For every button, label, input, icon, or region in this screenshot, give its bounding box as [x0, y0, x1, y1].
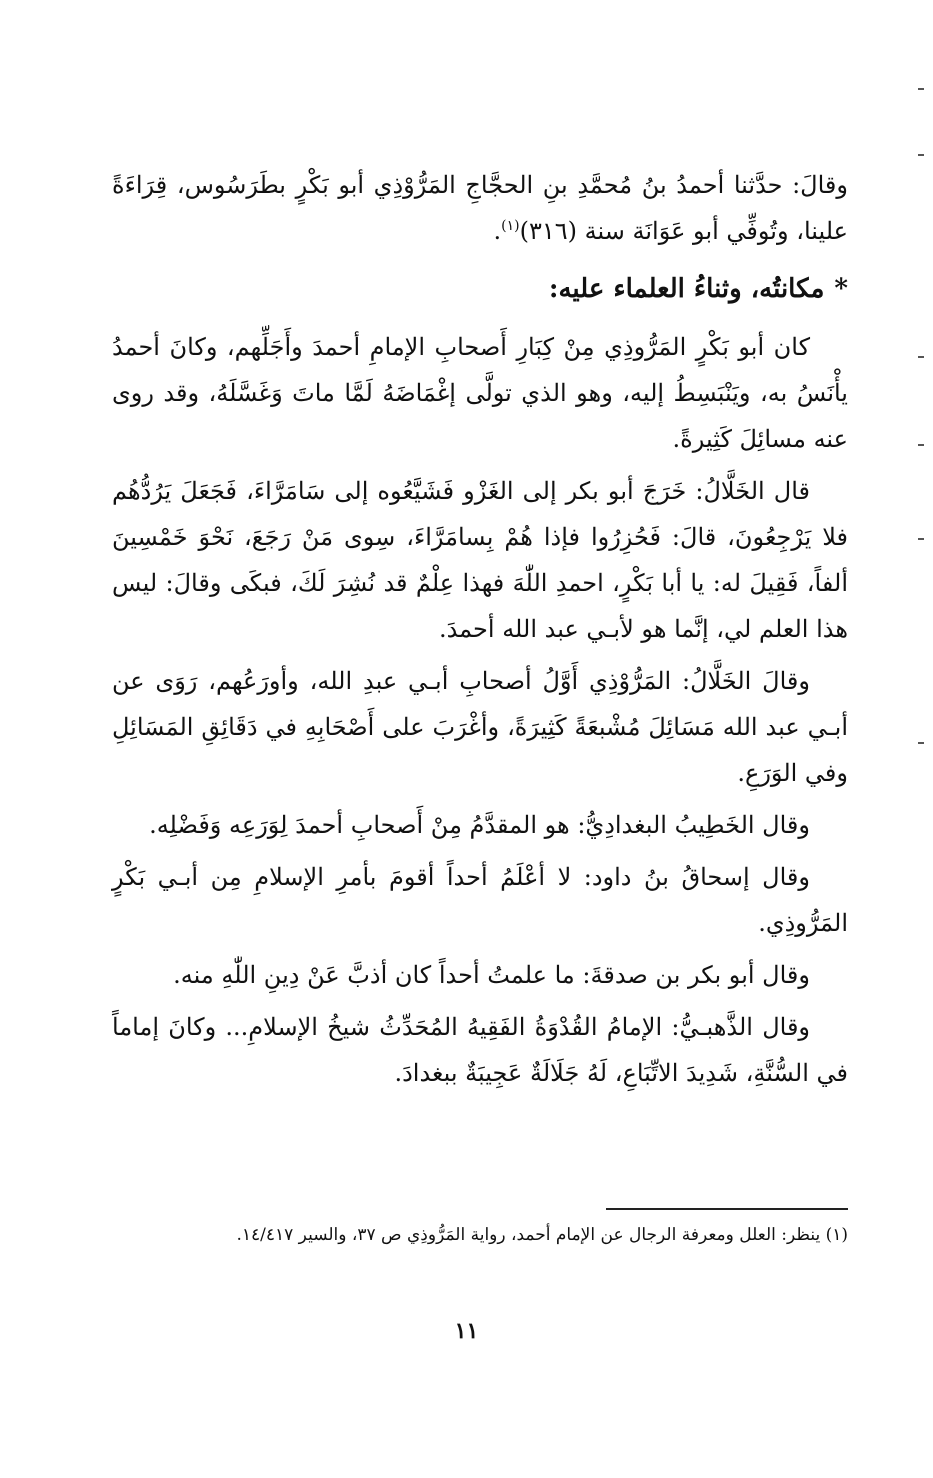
paragraph: كان أبو بَكْرٍ المَرُّوذِي مِنْ كِبَارِ أَصحابِ الإمامِ أحمدَ وأَجَلِّهم، وكانَ أحمدُ يأْنَسُ به، ويَنْبَسِطُ إليه، وهو الذي تولَّى إغْمَاضَهُ لَمَّا ماتَ وَغَسَّلَهُ، وقد روى عنه مسائِلَ كَثِيرةً.	[112, 333, 848, 453]
paragraph: وقال أبو بكر بن صدقةَ: ما علمتُ أحداً كان أذبَّ عَنْ دِينِ اللّٰهِ منه.	[173, 961, 810, 989]
margin-mark	[918, 444, 924, 446]
footnote-divider	[606, 1208, 848, 1210]
star-icon: *	[834, 274, 848, 304]
paragraph: قال الخَلَّالُ: خَرَجَ أبو بكر إلى الغَزْو فَشَيَّعُوه إلى سَامَرَّاءَ، فَجَعَلَ يَرُدُّهُم فلا يَرْجِعُونَ، قالَ: فَحُزِرُوا فإذا هُمْ بِسامَرَّاءَ، سِوى مَنْ رَجَعَ، نَحْوَ خَمْسِينَ ألفاً، فَقِيلَ له: يا أبا بَكْرٍ، احمدِ اللّٰهَ فهذا عِلْمٌ قد نُشِرَ لَكَ، فبكَى وقالَ: ليس هذا العلم لي، إنَّما هو لأبـي عبد الله أحمدَ.	[112, 477, 848, 643]
footnote-reference: (١)	[501, 218, 520, 234]
section-heading-text: مكانتُه، وثناءُ العلماء عليه:	[548, 274, 825, 304]
opening-text: وقالَ: حدَّثنا أحمدُ بنُ مُحمَّدِ بنِ الحجَّاجِ المَرُّوْذِي أبو بَكْرٍ بطَرَسُوس، قِرَاءَةً علينا، وتُوفِّي أبو عَوَانَة سنة (٣١٦)	[112, 171, 848, 245]
paragraph: وقال الذَّهبـيُّ: الإمامُ القُدْوَةُ الفَقِيهُ المُحَدِّثُ شيخُ الإسلامِ... وكانَ إماماً في السُّنَّةِ، شَدِيدَ الاتِّبَاعِ، لَهُ جَلَالَةٌ عَجِيبَةٌ ببغدادَ.	[112, 1013, 848, 1087]
opening-paragraph	[112, 162, 848, 254]
page-body	[112, 162, 848, 1102]
section-heading	[112, 266, 848, 312]
paragraph: وقالَ الخَلَّالُ: المَرُّوْذِي أَوَّلُ أصحابِ أبـي عبدِ الله، وأورَعُهم، رَوَى عن أبـي عبد الله مَسَائِلَ مُشْبعَةً كَثِيرَةً، وأغْرَبَ على أَصْحَابِهِ في دَقَائِقِ المَسَائِلِ وفي الوَرَعِ.	[112, 667, 848, 787]
margin-mark	[918, 356, 924, 358]
margin-mark	[918, 154, 924, 156]
opening-end: .	[493, 217, 502, 245]
paragraph: وقال الخَطِيبُ البغدادِيُّ: هو المقدَّمُ مِنْ أَصحابِ أحمدَ لِوَرَعِه وَفَضْلِه.	[149, 811, 810, 839]
margin-mark	[918, 88, 924, 90]
page-number: ١١	[454, 1318, 479, 1344]
paragraph: وقال إسحاقُ بنُ داود: لا أعْلَمُ أحداً أقومَ بأمرِ الإسلامِ مِن أبـي بَكْرٍ المَرُّوذِي.	[112, 863, 848, 937]
margin-mark	[918, 742, 924, 744]
margin-mark	[918, 538, 924, 540]
footnote: (١) ينظر: العلل ومعرفة الرجال عن الإمام أحمد، رواية المَرُّوذِي ص ٣٧، والسير ١٤/٤١٧.	[236, 1225, 848, 1245]
